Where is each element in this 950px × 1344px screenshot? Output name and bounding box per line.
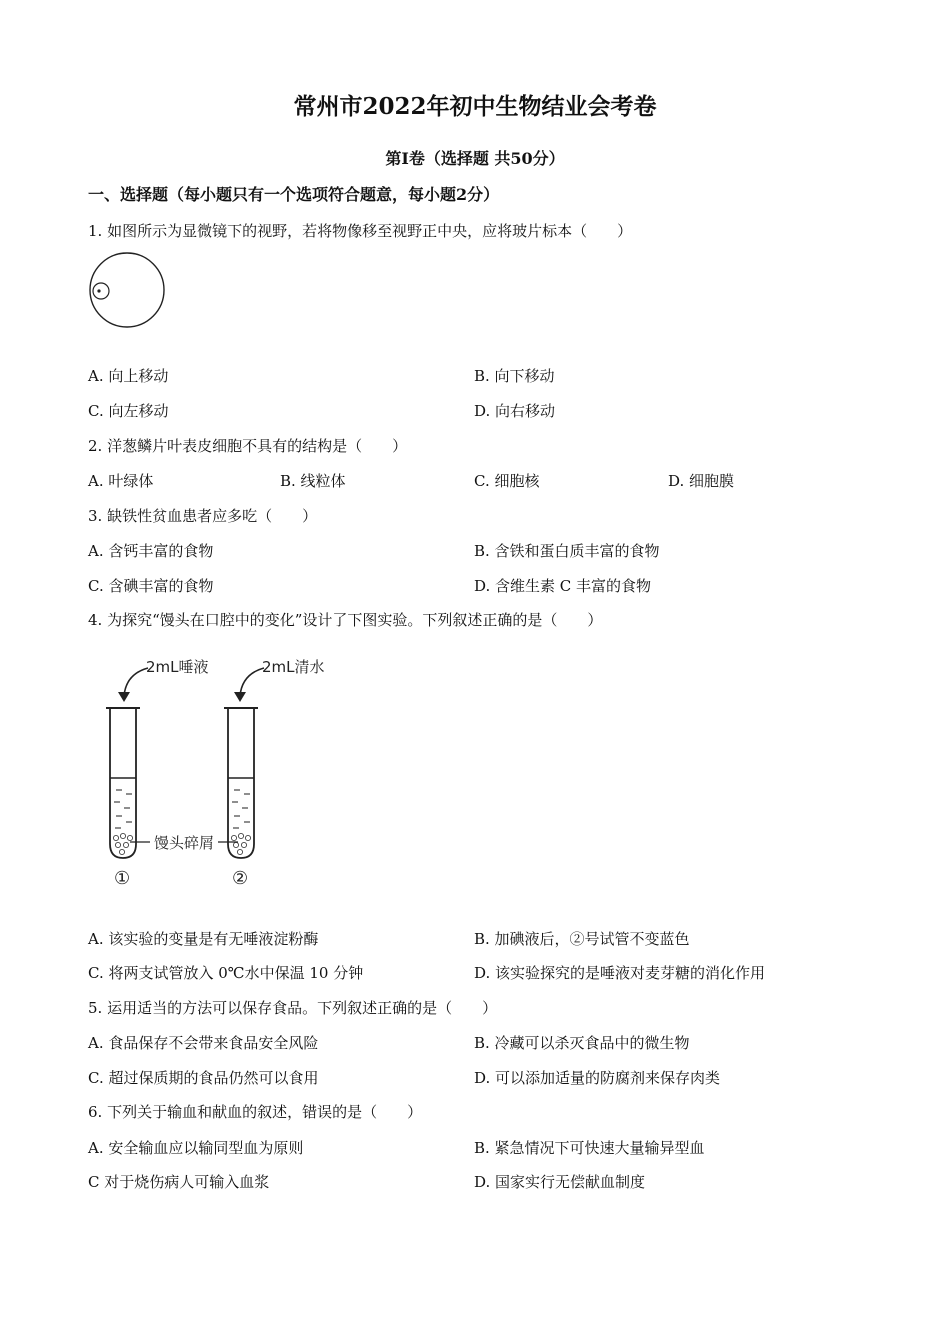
question-6-stem: 6. 下列关于输血和献血的叙述，错误的是（ ） xyxy=(88,1103,423,1121)
tube2-label: 2mL清水 xyxy=(262,658,325,676)
tube1-arrow xyxy=(124,668,148,696)
page-title: 常州市2022年初中生物结业会考卷 xyxy=(293,93,657,120)
field-of-view-circle xyxy=(90,253,164,327)
q2-option-c: C. 细胞核 xyxy=(474,472,540,490)
q4-option-a: A. 该实验的变量是有无唾液淀粉酶 xyxy=(88,930,319,948)
test-tube-experiment-figure xyxy=(100,652,340,892)
q2-option-b: B. 线粒体 xyxy=(280,472,346,490)
q6-option-d: D. 国家实行无偿献血制度 xyxy=(474,1173,646,1191)
test-tube-2 xyxy=(224,708,258,858)
q4-option-b: B. 加碘液后，②号试管不变蓝色 xyxy=(474,930,690,948)
q5-option-c: C. 超过保质期的食品仍然可以食用 xyxy=(88,1069,319,1087)
q3-option-c: C. 含碘丰富的食物 xyxy=(88,577,214,595)
question-4-stem: 4. 为探究“馒头在口腔中的变化”设计了下图实验。下列叙述正确的是（ ） xyxy=(88,611,603,629)
q6-option-b: B. 紧急情况下可快速大量输异型血 xyxy=(474,1139,705,1157)
q1-option-c: C. 向左移动 xyxy=(88,402,169,420)
q2-option-d: D. 细胞膜 xyxy=(668,472,735,490)
tube2-arrowhead xyxy=(234,692,246,702)
q3-option-b: B. 含铁和蛋白质丰富的食物 xyxy=(474,542,660,560)
q4-option-c: C. 将两支试管放入 0℃水中保温 10 分钟 xyxy=(88,964,364,982)
question-1-stem: 1. 如图所示为显微镜下的视野，若将物像移至视野正中央，应将玻片标本（ ） xyxy=(88,222,633,240)
q2-option-a: A. 叶绿体 xyxy=(88,472,154,490)
q3-option-d: D. 含维生素 C 丰富的食物 xyxy=(474,577,652,595)
q1-option-d: D. 向右移动 xyxy=(474,402,556,420)
question-2-stem: 2. 洋葱鳞片叶表皮细胞不具有的结构是（ ） xyxy=(88,437,408,455)
tube1-number: ① xyxy=(114,868,131,889)
q1-option-a: A. 向上移动 xyxy=(88,367,169,385)
q5-option-b: B. 冷藏可以杀灭食品中的微生物 xyxy=(474,1034,690,1052)
microscope-field-figure xyxy=(88,250,168,330)
question-5-stem: 5. 运用适当的方法可以保存食品。下列叙述正确的是（ ） xyxy=(88,999,498,1017)
q5-option-d: D. 可以添加适量的防腐剂来保存肉类 xyxy=(474,1069,721,1087)
specimen-dot xyxy=(97,289,100,292)
q4-option-d: D. 该实验探究的是唾液对麦芽糖的消化作用 xyxy=(474,964,766,982)
q6-option-a: A. 安全输血应以输同型血为原则 xyxy=(88,1139,304,1157)
tube2-arrow xyxy=(240,668,264,696)
q5-option-a: A. 食品保存不会带来食品安全风险 xyxy=(88,1034,319,1052)
tube1-label: 2mL唾液 xyxy=(146,658,209,676)
content-label: 馒头碎屑 xyxy=(154,834,215,852)
specimen-circle xyxy=(93,283,109,299)
question-3-stem: 3. 缺铁性贫血患者应多吃（ ） xyxy=(88,507,318,525)
paper-subtitle: 第Ⅰ卷（选择题 共50分） xyxy=(385,149,565,168)
q1-option-b: B. 向下移动 xyxy=(474,367,555,385)
test-tube-1 xyxy=(106,708,140,858)
section-heading: 一、选择题（每小题只有一个选项符合题意，每小题2分） xyxy=(88,185,500,204)
q6-option-c: C 对于烧伤病人可输入血浆 xyxy=(88,1173,270,1191)
tube1-arrowhead xyxy=(118,692,130,702)
tube2-number: ② xyxy=(232,868,249,889)
q3-option-a: A. 含钙丰富的食物 xyxy=(88,542,214,560)
